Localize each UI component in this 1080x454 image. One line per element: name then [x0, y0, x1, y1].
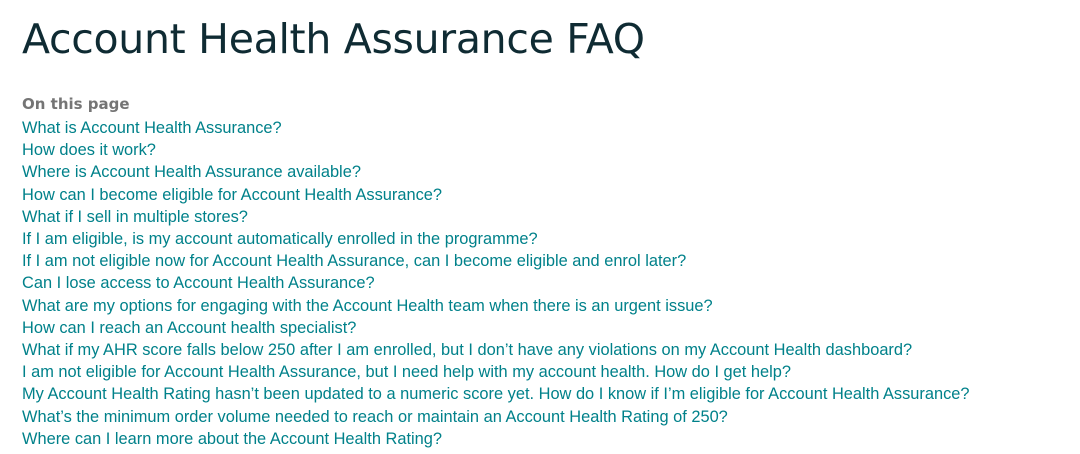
list-item: [22, 117, 1080, 139]
list-item: [22, 272, 1080, 294]
list-item: [22, 139, 1080, 161]
toc-list: [22, 117, 1080, 450]
toc-link-rating-not-updated[interactable]: My Account Health Rating hasn’t been updated to a numeric score yet. How do I know if I’m eligible for Account Health Assurance?: [22, 385, 970, 404]
toc-link-urgent-issue[interactable]: What are my options for engaging with the Account Health team when there is an urgent issue?: [22, 296, 713, 315]
toc-heading: On this page: [22, 95, 130, 113]
toc-link-lose-access[interactable]: Can I lose access to Account Health Assurance?: [22, 274, 375, 293]
list-item: [22, 184, 1080, 206]
toc-link-minimum-order-volume[interactable]: What’s the minimum order volume needed to reach or maintain an Account Health Rating of 250?: [22, 407, 728, 426]
toc-link-become-eligible[interactable]: How can I become eligible for Account Health Assurance?: [22, 185, 443, 204]
list-item: [22, 383, 1080, 405]
list-item: [22, 228, 1080, 250]
list-item: [22, 161, 1080, 183]
toc-link-learn-more-ahr[interactable]: Where can I learn more about the Account Health Rating?: [22, 429, 443, 448]
toc-link-enrol-later[interactable]: If I am not eligible now for Account Health Assurance, can I become eligible and enrol later?: [22, 252, 687, 271]
toc-link-what-is-aha[interactable]: What is Account Health Assurance?: [22, 119, 282, 137]
list-item: [22, 406, 1080, 428]
toc-link-how-does-it-work[interactable]: How does it work?: [22, 141, 156, 160]
toc-link-score-below-250[interactable]: What if my AHR score falls below 250 after I am enrolled, but I don’t have any violations on my Account Health dashboard?: [22, 341, 913, 360]
toc-link-auto-enrolled[interactable]: If I am eligible, is my account automatically enrolled in the programme?: [22, 230, 538, 249]
page-title: Account Health Assurance FAQ: [22, 15, 645, 63]
toc-link-reach-specialist[interactable]: How can I reach an Account health specialist?: [22, 318, 357, 337]
list-item: [22, 317, 1080, 339]
toc-link-where-available[interactable]: Where is Account Health Assurance available?: [22, 163, 361, 182]
list-item: [22, 295, 1080, 317]
list-item: [22, 361, 1080, 383]
toc-link-not-eligible-help[interactable]: I am not eligible for Account Health Assurance, but I need help with my account health. How do I get help?: [22, 363, 791, 382]
list-item: [22, 250, 1080, 272]
table-of-contents: [22, 94, 1080, 450]
list-item: [22, 206, 1080, 228]
list-item: [22, 339, 1080, 361]
list-item: [22, 428, 1080, 450]
toc-link-multiple-stores[interactable]: What if I sell in multiple stores?: [22, 207, 248, 226]
